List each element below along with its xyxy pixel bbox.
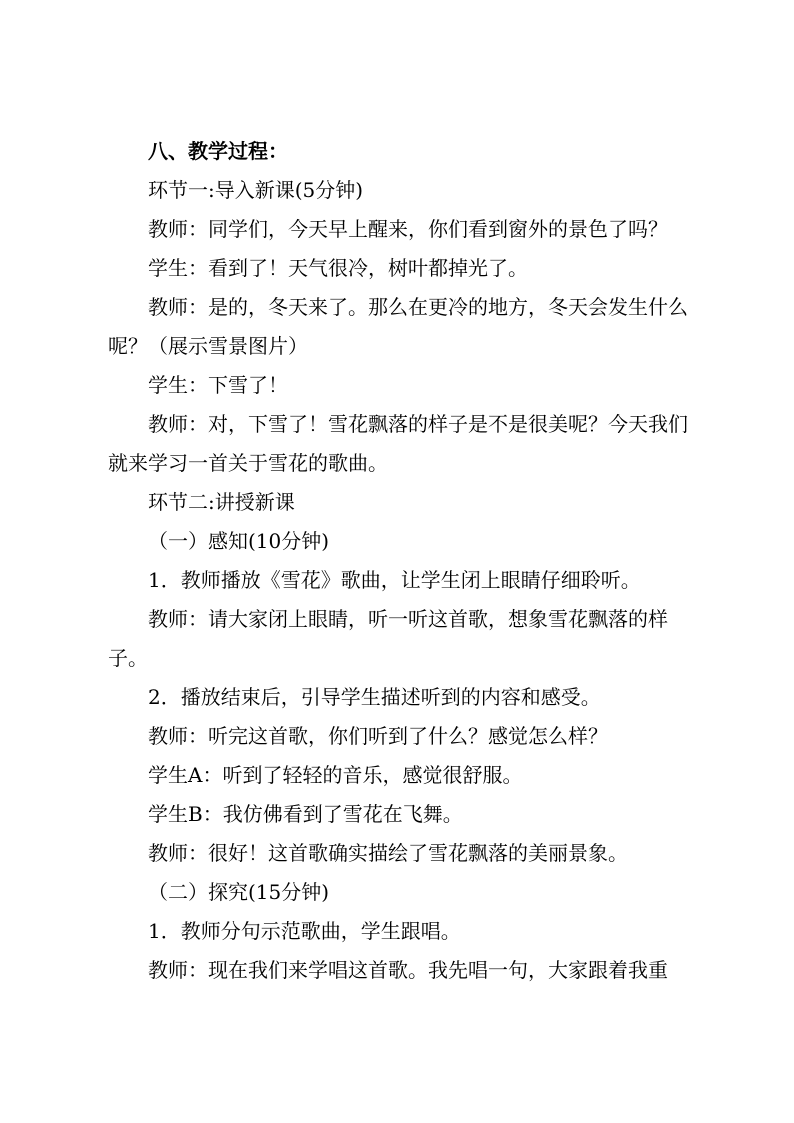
paragraph-teacher-line-2: 教师：是的，冬天来了。那么在更冷的地方，冬天会发生什么呢？（展示雪景图片） — [108, 295, 688, 358]
paragraph-step-3: 1．教师分句示范歌曲，学生跟唱。 — [148, 919, 461, 943]
paragraph-teacher-line-1: 教师：同学们，今天早上醒来，你们看到窗外的景色了吗？ — [148, 217, 668, 241]
paragraph-teacher-line-5: 教师：听完这首歌，你们听到了什么？感觉怎么样？ — [148, 724, 608, 748]
paragraph-teacher-line-3: 教师：对，下雪了！雪花飘落的样子是不是很美呢？今天我们就来学习一首关于雪花的歌曲。 — [108, 412, 688, 475]
paragraph-student-b-line: 学生B：我仿佛看到了雪花在飞舞。 — [148, 802, 463, 826]
paragraph-step-2: 2．播放结束后，引导学生描述听到的内容和感受。 — [148, 685, 601, 709]
paragraph-student-line-2: 学生：下雪了！ — [148, 373, 288, 397]
paragraph-stage-two-title: 环节二:讲授新课 — [148, 490, 295, 514]
paragraph-perception-subtitle: （一）感知(10分钟) — [148, 529, 330, 553]
document-body — [108, 132, 694, 990]
section-heading-teaching-process: 八、教学过程： — [148, 139, 288, 163]
paragraph-teacher-line-7: 教师：现在我们来学唱这首歌。我先唱一句，大家跟着我重 — [148, 958, 668, 982]
paragraph-stage-one-title: 环节一:导入新课(5分钟) — [148, 178, 364, 202]
paragraph-teacher-line-4: 教师：请大家闭上眼睛，听一听这首歌，想象雪花飘落的样子。 — [108, 607, 668, 670]
paragraph-student-a-line: 学生A：听到了轻轻的音乐，感觉很舒服。 — [148, 763, 523, 787]
paragraph-teacher-line-6: 教师：很好！这首歌确实描绘了雪花飘落的美丽景象。 — [148, 841, 628, 865]
paragraph-exploration-subtitle: （二）探究(15分钟) — [148, 880, 330, 904]
paragraph-student-line-1: 学生：看到了！天气很冷，树叶都掉光了。 — [148, 256, 528, 280]
paragraph-step-1: 1．教师播放《雪花》歌曲，让学生闭上眼睛仔细聆听。 — [148, 568, 641, 592]
